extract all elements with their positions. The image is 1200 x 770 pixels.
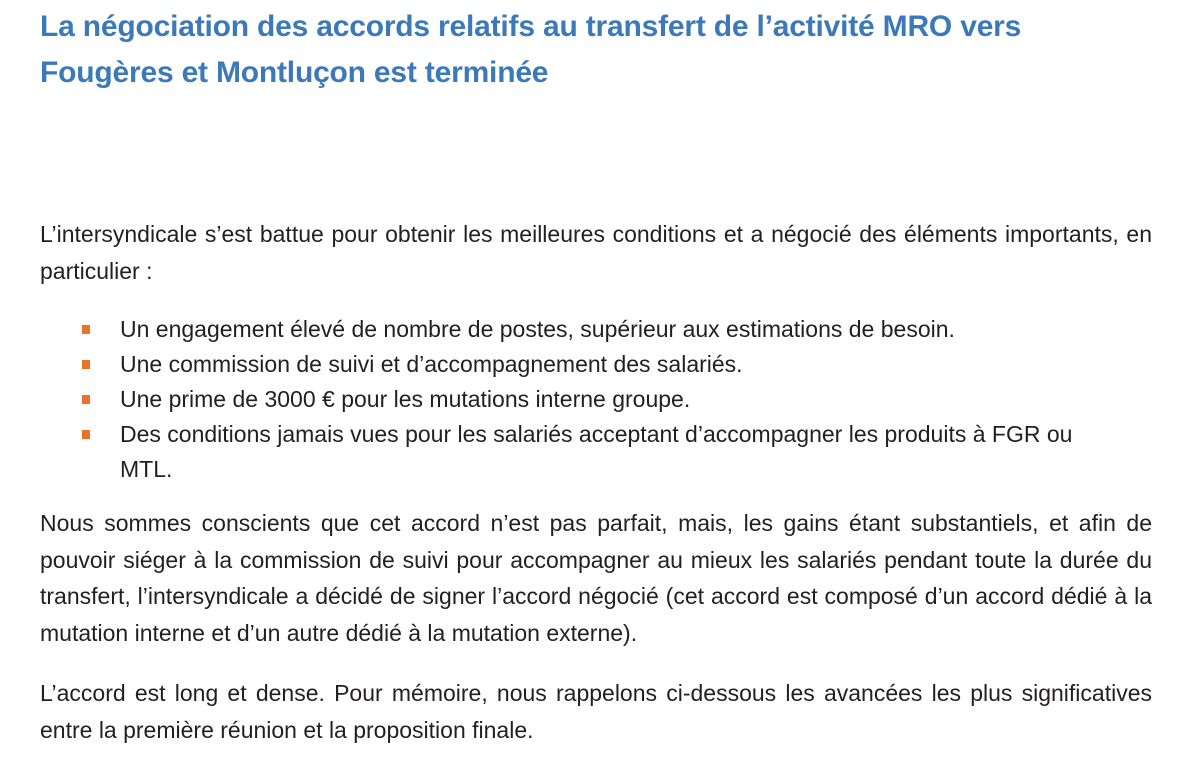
document-page	[40, 0, 1152, 743]
square-bullet-icon	[82, 325, 90, 334]
page-title: La négociation des accords relatifs au transfert de l’activité MRO vers Fougères et Montluçon est terminée	[40, 10, 1022, 89]
list-item	[40, 382, 1080, 417]
list-item	[40, 312, 1080, 347]
intro-paragraph: L’intersyndicale s’est battue pour obtenir les meilleures conditions et a négocié des éléments importants, en particulier :	[40, 221, 1152, 284]
list-item-text: Une commission de suivi et d’accompagnement des salariés.	[120, 351, 743, 377]
bullet-list	[40, 312, 1152, 487]
square-bullet-icon	[82, 395, 90, 404]
square-bullet-icon	[82, 360, 90, 369]
body-paragraph-summary: L’accord est long et dense. Pour mémoire, nous rappelons ci-dessous les avancées les plus significatives entre la première réunion et la proposition finale.	[40, 680, 1152, 743]
square-bullet-icon	[82, 430, 90, 439]
list-item-text: Une prime de 3000 € pour les mutations interne groupe.	[120, 386, 691, 412]
list-item-text: Des conditions jamais vues pour les salariés acceptant d’accompagner les produits à FGR ou MTL.	[120, 421, 1073, 482]
body-paragraph-agreement: Nous sommes conscients que cet accord n’est pas parfait, mais, les gains étant substantiels, et afin de pouvoir siéger à la commission de suivi pour accompagner au mieux les salariés pendant toute la durée du transfert, l’intersyndicale a décidé de signer l’accord négocié (cet accord est composé d’un accord dédié à la mutation interne et d’un autre dédié à la mutation externe).	[40, 510, 1152, 646]
list-item	[40, 347, 1080, 382]
list-item-text: Un engagement élevé de nombre de postes, supérieur aux estimations de besoin.	[120, 316, 955, 342]
list-item	[40, 417, 1080, 487]
